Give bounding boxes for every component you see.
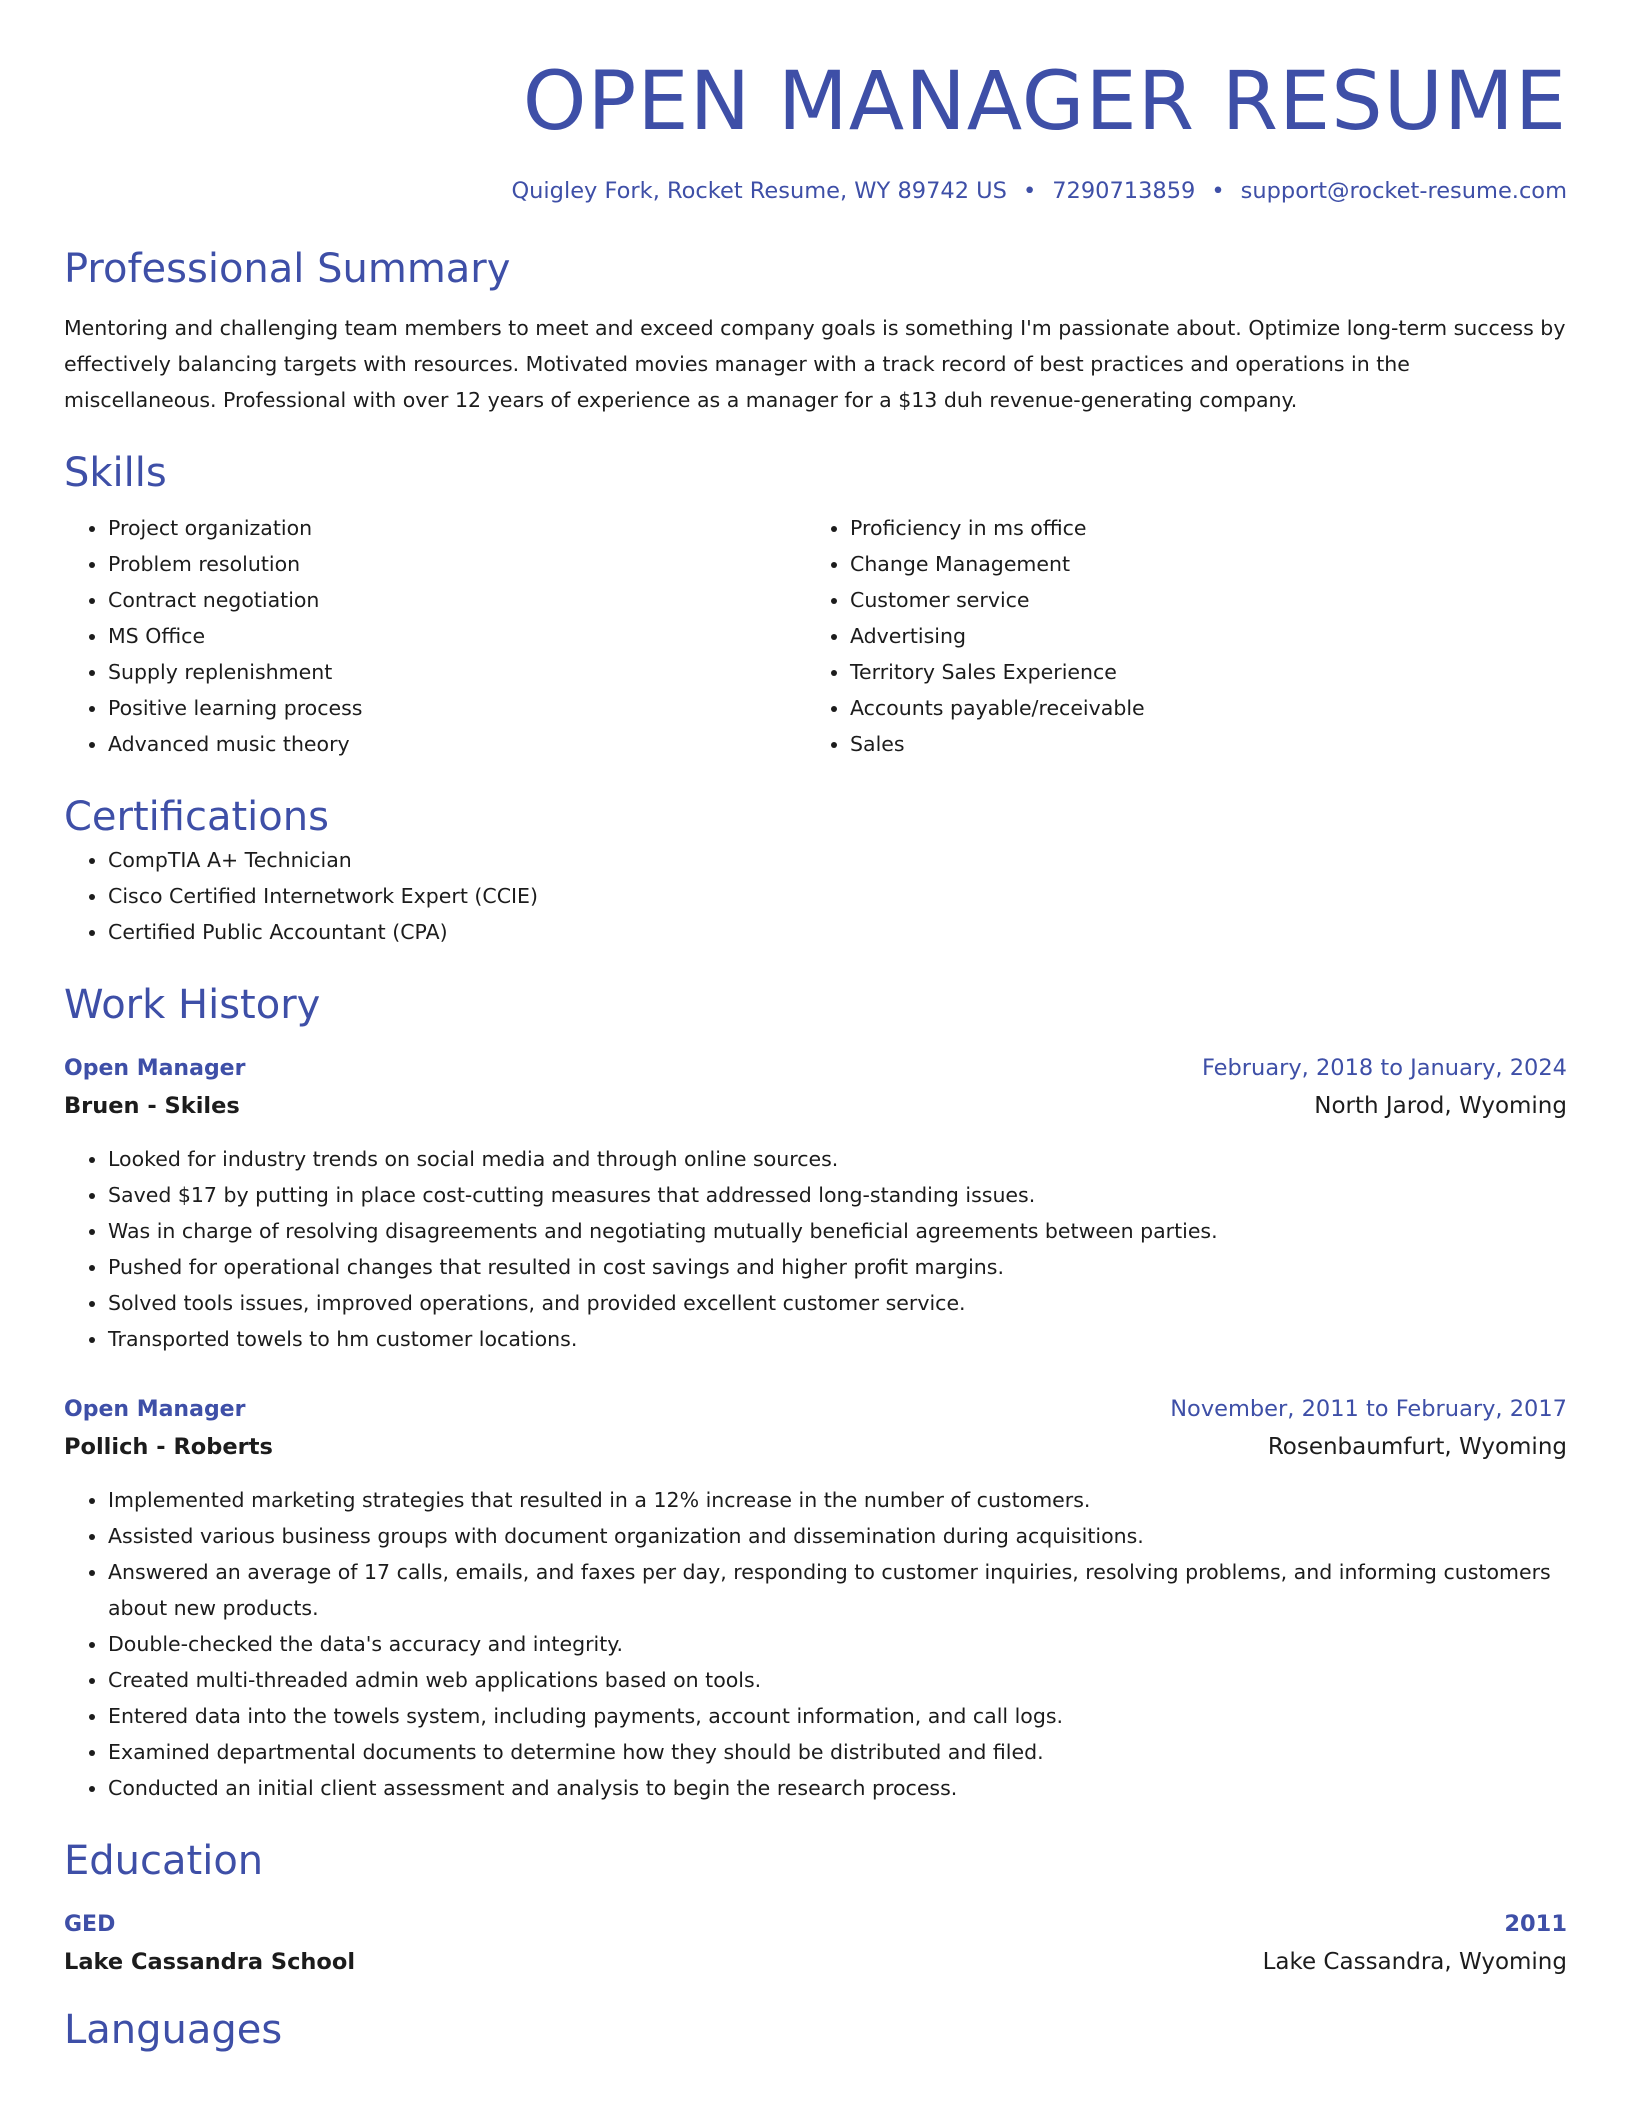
skill-item: • Supply replenishment bbox=[108, 654, 806, 690]
summary-text: Mentoring and challenging team members to meet and exceed company goals is something I'm passionate about. Optimize long-term success by effectively balancing targets with resources. Motivated movies manager with a track record of best practices and operations in the miscellaneous. Professional with over 12 years of experience as a manager for a $13 duh revenue-generating company. bbox=[64, 316, 1566, 412]
skills-list bbox=[64, 510, 1567, 762]
skill-item: • Contract negotiation bbox=[108, 582, 806, 618]
work-history-heading: Work History bbox=[64, 982, 321, 1028]
skill-item: • Proficiency in ms office bbox=[850, 510, 1548, 546]
job-duty: • Solved tools issues, improved operations, and provided excellent customer service. bbox=[108, 1285, 1567, 1321]
job-duty: • Assisted various business groups with document organization and dissemination during acquisitions. bbox=[108, 1518, 1567, 1554]
job-employer: Bruen - Skiles bbox=[64, 1093, 240, 1119]
contact-phone: 7290713859 bbox=[1052, 178, 1196, 204]
education-year: 2011 bbox=[1504, 1911, 1567, 1937]
skill-item: • Change Management bbox=[850, 546, 1548, 582]
skill-item: • Customer service bbox=[850, 582, 1548, 618]
job-duties bbox=[64, 1482, 1567, 1806]
education-entry bbox=[64, 1906, 1567, 1981]
skill-item: • Accounts payable/receivable bbox=[850, 690, 1548, 726]
skill-item: • Sales bbox=[850, 726, 1548, 762]
job-title: Open Manager bbox=[64, 1397, 246, 1422]
education-location: Lake Cassandra, Wyoming bbox=[1262, 1949, 1567, 1975]
job-duty: • Created multi-threaded admin web applications based on tools. bbox=[108, 1662, 1567, 1698]
skill-item: • Project organization bbox=[108, 510, 806, 546]
summary-heading: Professional Summary bbox=[64, 246, 511, 292]
job-employer: Pollich - Roberts bbox=[64, 1434, 273, 1460]
job-duty: • Implemented marketing strategies that resulted in a 12% increase in the number of customers. bbox=[108, 1482, 1567, 1518]
candidate-name: OPEN MANAGER RESUME bbox=[522, 55, 1567, 149]
resume-header bbox=[64, 0, 1567, 204]
skill-item: • Problem resolution bbox=[108, 546, 806, 582]
job-dates: November, 2011 to February, 2017 bbox=[1170, 1396, 1567, 1422]
education-heading: Education bbox=[64, 1838, 264, 1884]
certifications-heading: Certifications bbox=[64, 794, 329, 840]
contact-address: Quigley Fork, Rocket Resume, WY 89742 US bbox=[511, 178, 1007, 204]
job-duties bbox=[64, 1141, 1567, 1357]
job-duty: • Looked for industry trends on social media and through online sources. bbox=[108, 1141, 1567, 1177]
skill-item: • Advertising bbox=[850, 618, 1548, 654]
certification-item: • Cisco Certified Internetwork Expert (CCIE) bbox=[108, 878, 1567, 914]
contact-email: support@rocket-resume.com bbox=[1240, 178, 1567, 204]
education-school: Lake Cassandra School bbox=[64, 1949, 356, 1975]
skill-item: • Advanced music theory bbox=[108, 726, 806, 762]
job-duty: • Conducted an initial client assessment and analysis to begin the research process. bbox=[108, 1770, 1567, 1806]
languages-heading: Languages bbox=[64, 2007, 283, 2053]
skills-column-left bbox=[64, 510, 806, 762]
job-location: North Jarod, Wyoming bbox=[1314, 1093, 1567, 1119]
job-duty: • Pushed for operational changes that resulted in cost savings and higher profit margins. bbox=[108, 1249, 1567, 1285]
job-title: Open Manager bbox=[64, 1056, 246, 1081]
skill-item: • Positive learning process bbox=[108, 690, 806, 726]
contact-separator: • bbox=[1211, 178, 1225, 204]
skill-item: • Territory Sales Experience bbox=[850, 654, 1548, 690]
job-dates: February, 2018 to January, 2024 bbox=[1201, 1055, 1567, 1081]
job-duty: • Answered an average of 17 calls, emails, and faxes per day, responding to customer inquiries, resolving problems, and informing customers about new products. bbox=[108, 1554, 1567, 1626]
contact-separator: • bbox=[1022, 178, 1037, 204]
certifications-list bbox=[64, 842, 1567, 950]
job-location: Rosenbaumfurt, Wyoming bbox=[1267, 1434, 1567, 1460]
skill-item: • MS Office bbox=[108, 618, 806, 654]
certification-item: • Certified Public Accountant (CPA) bbox=[108, 914, 1567, 950]
skills-column-right bbox=[806, 510, 1548, 762]
job-duty: • Saved $17 by putting in place cost-cutting measures that addressed long-standing issues. bbox=[108, 1177, 1567, 1213]
job-duty: • Double-checked the data's accuracy and integrity. bbox=[108, 1626, 1567, 1662]
contact-line bbox=[64, 178, 1567, 204]
job-duty: • Transported towels to hm customer locations. bbox=[108, 1321, 1567, 1357]
job-duty: • Entered data into the towels system, including payments, account information, and call logs. bbox=[108, 1698, 1567, 1734]
certification-item: • CompTIA A+ Technician bbox=[108, 842, 1567, 878]
education-degree: GED bbox=[64, 1912, 116, 1937]
job-entry bbox=[64, 1391, 1567, 1806]
skills-heading: Skills bbox=[64, 450, 167, 496]
job-duty: • Was in charge of resolving disagreements and negotiating mutually beneficial agreements between parties. bbox=[108, 1213, 1567, 1249]
job-entry bbox=[64, 1050, 1567, 1357]
job-duty: • Examined departmental documents to determine how they should be distributed and filed. bbox=[108, 1734, 1567, 1770]
resume-page bbox=[64, 0, 1567, 2055]
